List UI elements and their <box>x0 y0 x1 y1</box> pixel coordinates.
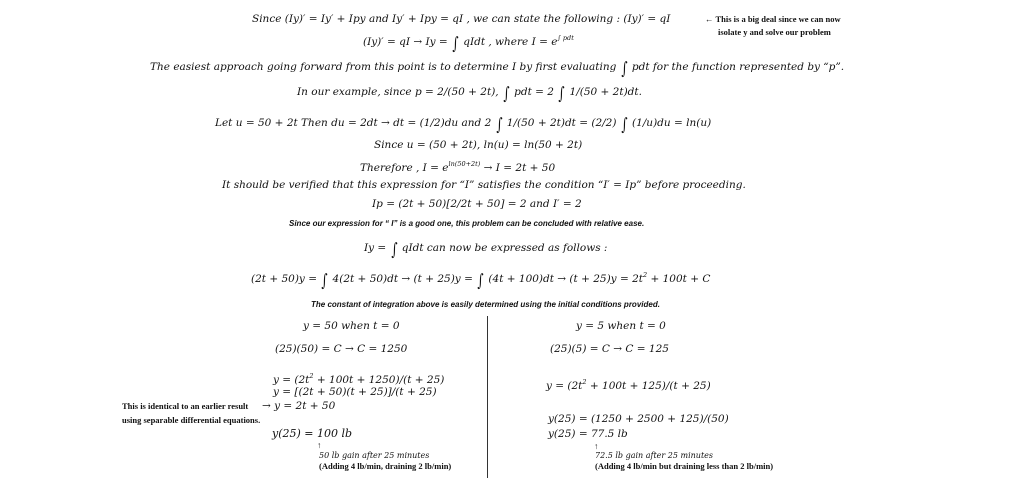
good-expression-note: Since our expression for “ I” is a good one, this problem can be concluded with relative ease. <box>289 219 645 228</box>
right-gain: 72.5 lb gain after 25 minutes <box>595 451 713 460</box>
right-initial-condition: y = 5 when t = 0 <box>576 320 666 332</box>
integrating-factor-line <box>363 35 574 53</box>
express-line <box>364 242 607 259</box>
left-y-factored: y = [(2t + 50)(t + 25)]/(t + 25) <box>273 386 437 398</box>
exponent: ∫ pdt <box>557 34 574 42</box>
identity-text: Since (Iy)′ = Iy′ + Ipy and Iy′ + Ipy = qI , we can state the following : (Iy)′ = qI <box>252 13 671 25</box>
right-y-expression <box>546 379 711 392</box>
example-text: In our example, since p = 2/(50 + 2t), <box>297 86 502 98</box>
exponent: ln(50+2t) <box>448 160 481 168</box>
integral-symbol: ∫ <box>477 271 484 291</box>
right-explain: (Adding 4 lb/min but draining less than 2 lb/min) <box>595 461 774 471</box>
left-y-simplified: → y = 2t + 50 <box>262 400 336 412</box>
y-expr-start: y = (2t <box>546 380 583 392</box>
integration-chain <box>251 272 710 290</box>
therefore-result: → I = 2t + 50 <box>480 162 556 174</box>
approach-text-end: pdt for the function represented by “p”. <box>628 61 845 73</box>
express-end: qIdt can now be expressed as follows : <box>398 242 608 254</box>
column-divider <box>487 316 488 478</box>
substitution-text: Let u = 50 + 2t Then du = 2dt → dt = (1/2)du and 2 <box>215 117 495 129</box>
y-expr-start: y = (2t <box>273 374 310 386</box>
since-u-line: Since u = (50 + 2t), ln(u) = ln(50 + 2t) <box>374 139 583 151</box>
check-line: Ip = (2t + 50)[2/2t + 50] = 2 and I′ = 2 <box>372 198 582 210</box>
exponent: 2 <box>309 372 314 380</box>
left-explain: (Adding 4 lb/min, draining 2 lb/min) <box>319 461 452 471</box>
where-clause: qIdt , where I = e <box>459 36 558 48</box>
exponent: 2 <box>643 271 648 279</box>
chain-end: + 100t + C <box>647 273 711 285</box>
integral-symbol: ∫ <box>558 84 565 104</box>
chain-start: (2t + 50)y = <box>251 273 321 285</box>
example-mid: pdt = 2 <box>510 86 558 98</box>
note-isolate-y: isolate y and solve our problem <box>718 27 831 37</box>
right-arrow: ↑ <box>594 441 599 451</box>
constant-note: The constant of integration above is easily determined using the initial conditions provided. <box>311 300 660 309</box>
integral-symbol: ∫ <box>495 115 503 135</box>
left-side-note-2: using separable differential equations. <box>122 415 261 425</box>
substitution-line <box>215 117 711 134</box>
left-constant: (25)(50) = C → C = 1250 <box>275 343 408 355</box>
iy-equation: (Iy)′ = qI → Iy = <box>363 36 452 48</box>
therefore-text: Therefore , I = e <box>360 162 449 174</box>
integral-symbol: ∫ <box>621 59 628 79</box>
identity-line <box>252 14 670 25</box>
y-expr-end: + 100t + 125)/(t + 25) <box>586 380 711 392</box>
right-result: y(25) = 77.5 lb <box>548 428 628 440</box>
therefore-line <box>360 161 555 174</box>
right-calc: y(25) = (1250 + 2500 + 125)/(50) <box>548 413 729 425</box>
right-constant: (25)(5) = C → C = 125 <box>550 343 669 355</box>
left-initial-condition: y = 50 when t = 0 <box>303 320 400 332</box>
example-line <box>297 86 642 103</box>
y-expr-end: + 100t + 1250)/(t + 25) <box>313 374 445 386</box>
integral-symbol: ∫ <box>503 84 510 104</box>
integral-symbol: ∫ <box>390 240 398 260</box>
left-y-expression <box>273 373 444 386</box>
left-side-note-1: This is identical to an earlier result <box>122 401 249 411</box>
example-end: 1/(50 + 2t)dt. <box>566 86 642 98</box>
integral-symbol: ∫ <box>621 115 628 135</box>
exponent: 2 <box>582 378 587 386</box>
left-arrow: ↑ <box>317 440 322 450</box>
chain-mid: 4(2t + 50)dt → (t + 25)y = <box>329 273 477 285</box>
verify-line: It should be verified that this expression for “I” satisfies the condition “I′ = Ip” before proceeding. <box>222 179 746 191</box>
substitution-mid: 1/(50 + 2t)dt = (2/2) <box>503 117 620 129</box>
chain-mid2: (4t + 100)dt → (t + 25)y = 2t <box>485 273 643 285</box>
integral-symbol: ∫ <box>321 271 328 291</box>
note-big-deal: ← This is a big deal since we can now <box>705 14 841 24</box>
left-result: y(25) = 100 lb <box>272 427 353 440</box>
approach-text: The easiest approach going forward from this point is to determine I by first evaluating <box>150 61 620 73</box>
left-gain: 50 lb gain after 25 minutes <box>319 451 430 460</box>
integral-symbol: ∫ <box>452 34 459 54</box>
approach-line <box>150 61 844 78</box>
substitution-end: (1/u)du = ln(u) <box>628 117 712 129</box>
express-text: Iy = <box>364 242 390 254</box>
